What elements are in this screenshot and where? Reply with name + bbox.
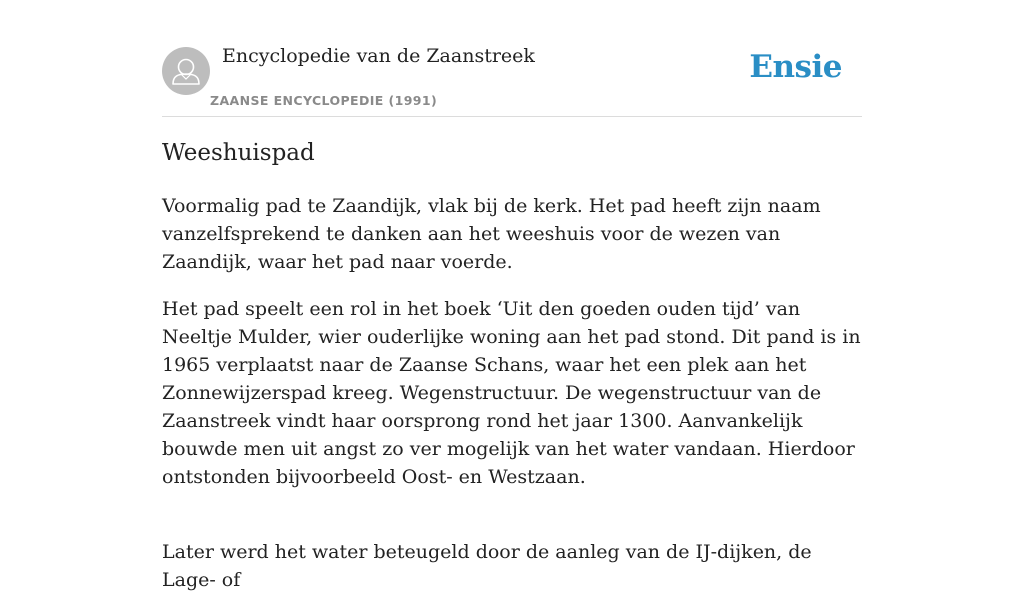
source-subtitle: ZAANSE ENCYCLOPEDIE (1991)	[210, 93, 438, 108]
entry-title: Weeshuispad	[162, 140, 315, 166]
entry-paragraph-1: Voormalig pad te Zaandijk, vlak bij de kerk. Het pad heeft zijn naam vanzelfsprekend te danken aan het weeshuis voor de wezen van Zaandijk, waar het pad naar voerde.	[162, 195, 821, 273]
entry-body	[162, 192, 867, 613]
page-container	[162, 0, 862, 591]
ensie-logo-link[interactable]: Ensie	[749, 49, 842, 85]
source-header	[162, 0, 862, 117]
source-title[interactable]: Encyclopedie van de Zaanstreek	[222, 45, 535, 67]
entry-paragraph-2: Het pad speelt een rol in het boek ‘Uit den goeden ouden tijd’ van Neeltje Mulder, wier ouderlijke woning aan het pad stond. Dit pand is in 1965 verplaatst naar de Zaanse Schans, waar het een plek aan het Zonnewijzerspad kreeg. Wegenstructuur. De wegenstructuur van de Zaanstreek vindt haar oorsprong rond het jaar 1300. Aanvankelijk bouwde men uit angst zo ver mogelijk van het water vandaan. Hierdoor ontstonden bijvoorbeeld Oost- en Westzaan.	[162, 298, 861, 488]
user-icon[interactable]	[162, 47, 210, 95]
entry-paragraph-3: Later werd het water beteugeld door de aanleg van de IJ-dijken, de Lage- of	[162, 541, 812, 591]
paragraph-gap	[162, 510, 867, 538]
